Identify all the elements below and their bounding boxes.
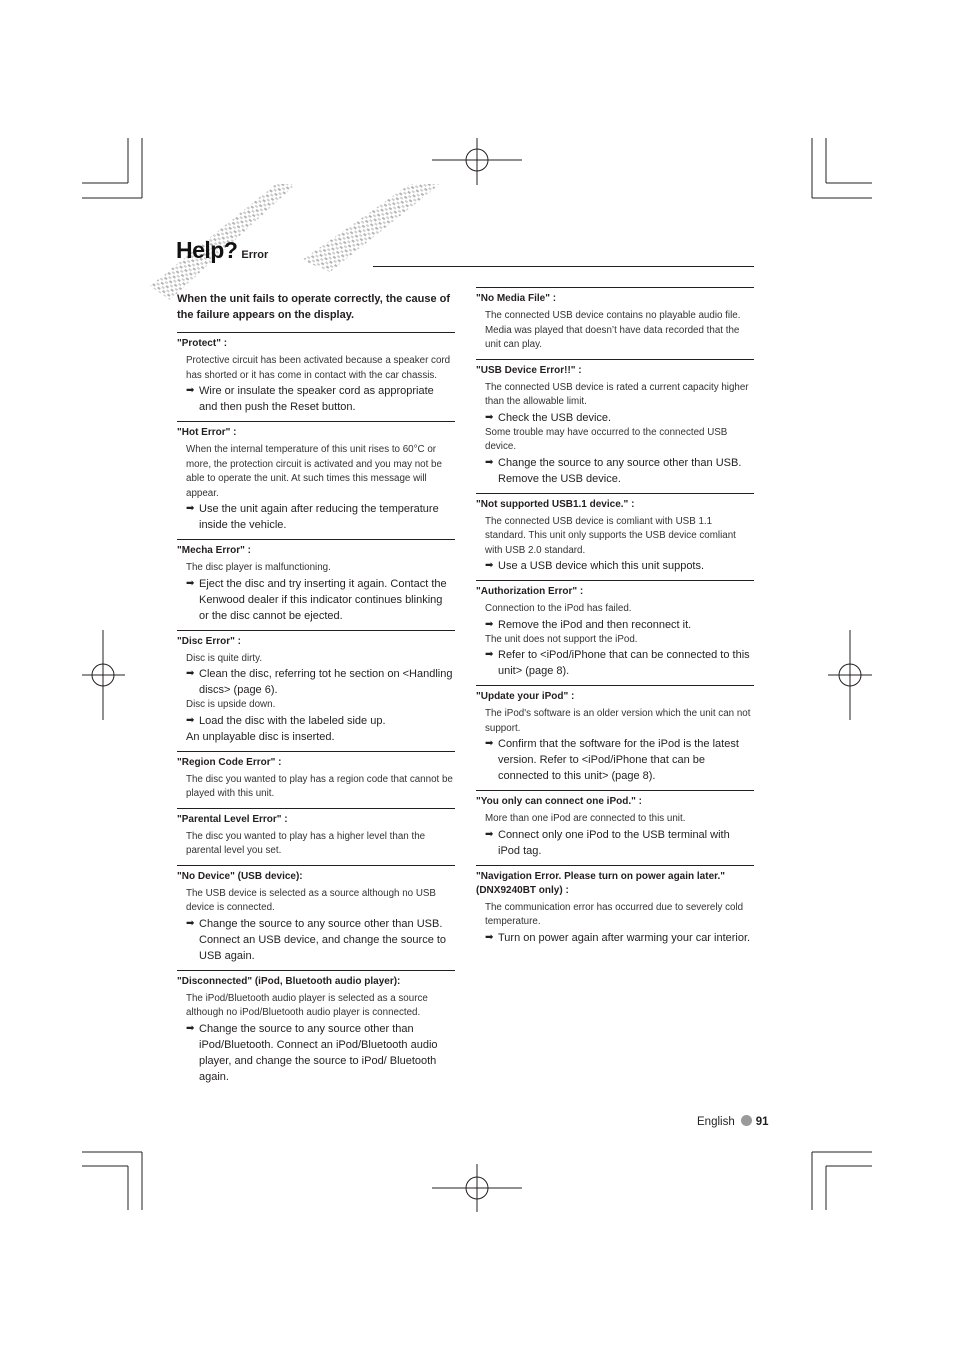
remedy-text — [476, 558, 754, 574]
error-entry — [476, 581, 754, 686]
arrow-right-icon: ➡ — [485, 456, 494, 468]
error-entry — [476, 686, 754, 791]
cause-text: Protective circuit has been activated because a speaker cord has shorted or it has come in contact with the car chassis. — [186, 355, 451, 381]
right-column — [476, 287, 754, 952]
remedy-text — [177, 916, 455, 964]
error-entry — [177, 540, 455, 631]
cause-text: The disc you wanted to play has a higher level than the parental level you set. — [186, 830, 426, 856]
error-title: "No Media File" : — [476, 293, 557, 304]
error-title: "No Device" (USB device): — [177, 870, 303, 882]
remedy-text — [476, 736, 754, 784]
cause-text: Connection to the iPod has failed. — [485, 603, 632, 614]
footer-language: English — [697, 1116, 735, 1128]
arrow-right-icon: ➡ — [485, 560, 494, 571]
remedy-label: Wire or insulate the speaker cord as appropriate and then push the Reset button. — [199, 385, 434, 413]
remedy-text — [177, 383, 455, 415]
remedy-text — [476, 930, 754, 946]
cause-text: The communication error has occurred due to severely cold temperature. — [485, 901, 744, 927]
error-entry — [177, 422, 455, 540]
arrow-right-icon: ➡ — [485, 649, 494, 660]
cause-text: The disc player is malfunctioning. — [186, 562, 331, 573]
cause-text: The iPod's software is an older version which the unit can not support. — [485, 708, 751, 734]
arrow-right-icon: ➡ — [485, 411, 494, 423]
arrow-right-icon: ➡ — [186, 1022, 195, 1034]
error-title: "Hot Error" : — [177, 427, 237, 438]
cause-text: The connected USB device is comliant with USB 1.1 standard. This unit only supports the USB device comliant with USB 2.0 standard. — [485, 515, 736, 556]
cause-text: Disc is upside down. — [186, 699, 276, 710]
cause-text: Media was played that doesn’t have data recorded that the unit can play. — [485, 324, 740, 350]
page-footer — [697, 1115, 769, 1128]
remedy-label: Change the source to any source other than USB. Remove the USB device. — [498, 456, 742, 485]
error-title: "Region Code Error" : — [177, 756, 282, 768]
remedy-text — [177, 1021, 455, 1085]
error-entry — [177, 333, 455, 422]
remedy-label: Refer to <iPod/iPhone that can be connected to this unit> (page 8). — [498, 649, 750, 677]
cause-text: Disc is quite dirty. — [186, 652, 263, 664]
cause-text: The disc you wanted to play has a region code that cannot be played with this unit. — [186, 773, 453, 799]
title-rule — [373, 266, 754, 267]
arrow-right-icon: ➡ — [186, 503, 195, 514]
error-entry — [177, 809, 455, 866]
intro-text: When the unit fails to operate correctly, the cause of the failure appears on the display. — [177, 287, 455, 333]
right-error-list — [476, 287, 754, 952]
error-entry — [177, 971, 455, 1091]
remedy-label: Check the USB device. — [498, 411, 612, 424]
remedy-label: Turn on power again after warming your car interior. — [498, 931, 751, 944]
remedy-text — [476, 617, 754, 633]
remedy-label: Use a USB device which this unit suppots. — [498, 560, 705, 572]
remedy-label: Change the source to any source other than USB. Connect an USB device, and change the source to USB again. — [199, 917, 447, 962]
remedy-text — [177, 576, 455, 624]
error-entry — [476, 866, 754, 952]
help-heading: Help? — [176, 237, 238, 263]
section-subtitle: Error — [241, 249, 269, 261]
page-title — [176, 237, 268, 264]
cause-text: When the internal temperature of this unit rises to 60°C or more, the protection circuit is activated and you may not be able to operate the unit. At such times this message will appear. — [186, 444, 442, 499]
remedy-label: Clean the disc, referring tot he section on <Handling discs> (page 6). — [199, 668, 453, 696]
error-title: "Disconnected" (iPod, Bluetooth audio player): — [177, 975, 401, 987]
error-title: "Not supported USB1.1 device." : — [476, 498, 635, 510]
error-title: "USB Device Error!!" : — [476, 364, 582, 376]
arrow-right-icon: ➡ — [485, 738, 494, 749]
arrow-right-icon: ➡ — [186, 385, 195, 396]
error-title: "You only can connect one iPod." : — [476, 796, 642, 807]
error-entry — [177, 752, 455, 809]
cause-text: The iPod/Bluetooth audio player is selected as a source although no iPod/Bluetooth audio player is connected. — [186, 992, 428, 1018]
arrow-right-icon: ➡ — [186, 917, 195, 929]
cause-text: Some trouble may have occurred to the connected USB device. — [485, 426, 728, 452]
arrow-right-icon: ➡ — [186, 668, 195, 679]
error-title: "Update your iPod" : — [476, 691, 575, 702]
cause-text: The unit does not support the iPod. — [485, 633, 638, 645]
remedy-label: Connect only one iPod to the USB terminal with iPod tag. — [498, 828, 730, 857]
remedy-text — [177, 713, 455, 729]
footer-dot-icon — [741, 1115, 752, 1126]
note-text: An unplayable disc is inserted. — [186, 730, 335, 743]
error-title: "Navigation Error. Please turn on power again later." (DNX9240BT only) : — [476, 870, 725, 896]
error-entry — [476, 494, 754, 582]
remedy-text — [177, 501, 455, 533]
error-entry — [476, 287, 754, 360]
remedy-label: Confirm that the software for the iPod is the latest version. Refer to <iPod/iPhone that can be connected to this unit> (page 8). — [498, 738, 739, 782]
error-title: "Parental Level Error" : — [177, 813, 288, 825]
arrow-right-icon: ➡ — [485, 618, 494, 630]
remedy-text — [476, 647, 754, 679]
cause-text: The USB device is selected as a source although no USB device is connected. — [186, 887, 436, 913]
cause-text: The connected USB device is rated a current capacity higher than the allowable limit. — [485, 381, 749, 407]
remedy-text — [177, 666, 455, 698]
remedy-text — [476, 455, 754, 487]
error-entry — [476, 360, 754, 494]
arrow-right-icon: ➡ — [186, 714, 195, 726]
remedy-label: Eject the disc and try inserting it again. Contact the Kenwood dealer if this indicator continues blinking or the disc cannot be ejected. — [199, 577, 447, 622]
left-error-list — [177, 333, 455, 1091]
page-number: 91 — [755, 1116, 769, 1128]
cause-text: The connected USB device contains no playable audio file. — [485, 310, 741, 321]
error-title: "Mecha Error" : — [177, 545, 251, 556]
remedy-text — [476, 410, 754, 426]
remedy-label: Change the source to any source other than iPod/Bluetooth. Connect an iPod/Bluetooth audio player, and change the source to iPod/ Bluetooth again. — [199, 1022, 438, 1083]
remedy-label: Use the unit again after reducing the temperature inside the vehicle. — [199, 503, 439, 531]
error-title: "Authorization Error" : — [476, 586, 584, 597]
arrow-right-icon: ➡ — [485, 828, 494, 840]
arrow-right-icon: ➡ — [186, 577, 195, 589]
remedy-label: Load the disc with the labeled side up. — [199, 714, 386, 727]
error-entry — [177, 631, 455, 752]
cause-text: More than one iPod are connected to this unit. — [485, 813, 686, 824]
error-entry — [177, 866, 455, 971]
arrow-right-icon: ➡ — [485, 931, 494, 943]
left-column — [177, 287, 455, 1091]
remedy-label: Remove the iPod and then reconnect it. — [498, 618, 692, 631]
error-title: "Protect" : — [177, 338, 228, 349]
error-title: "Disc Error" : — [177, 635, 241, 647]
error-entry — [476, 791, 754, 866]
remedy-text — [476, 827, 754, 859]
